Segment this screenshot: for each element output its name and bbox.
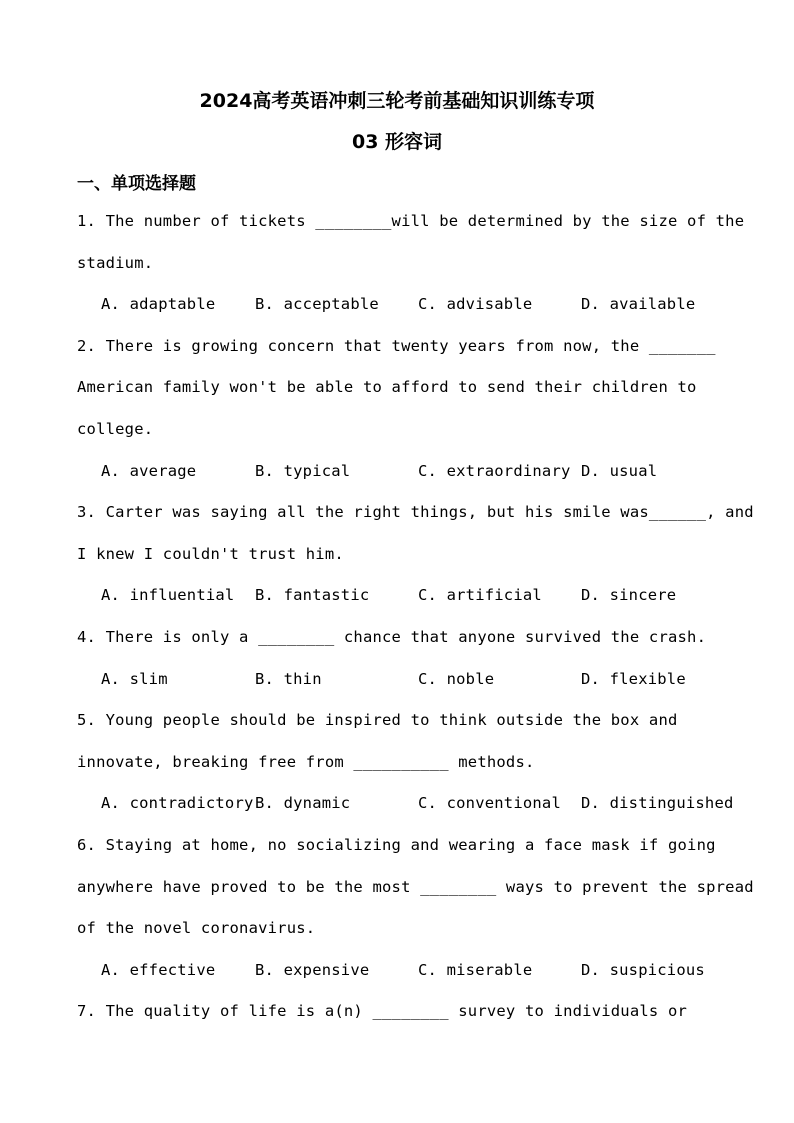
question-6-line-2: anywhere have proved to be the most ________ ways to prevent the spread <box>77 878 754 896</box>
option-d: D. usual <box>581 462 658 480</box>
question-1-options <box>101 295 761 315</box>
question-1-line-1: 1. The number of tickets ________will be determined by the size of the <box>77 212 745 230</box>
option-a: A. slim <box>101 670 168 688</box>
page-title: 2024高考英语冲刺三轮考前基础知识训练专项 <box>199 90 595 112</box>
option-c: C. extraordinary <box>418 462 571 480</box>
option-b: B. acceptable <box>255 295 379 313</box>
section-heading: 一、单项选择题 <box>77 174 196 194</box>
question-6-options <box>101 961 761 981</box>
option-c: C. artificial <box>418 586 542 604</box>
option-a: A. adaptable <box>101 295 216 313</box>
question-6-line-1: 6. Staying at home, no socializing and wearing a face mask if going <box>77 836 716 854</box>
option-c: C. advisable <box>418 295 533 313</box>
question-5-line-1: 5. Young people should be inspired to think outside the box and <box>77 711 678 729</box>
option-b: B. fantastic <box>255 586 370 604</box>
question-2-options <box>101 462 761 482</box>
option-a: A. effective <box>101 961 216 979</box>
option-b: B. typical <box>255 462 351 480</box>
question-2-line-3: college. <box>77 420 154 438</box>
option-b: B. dynamic <box>255 794 351 812</box>
question-1-line-2: stadium. <box>77 254 154 272</box>
question-6-line-3: of the novel coronavirus. <box>77 919 316 937</box>
question-3-line-1: 3. Carter was saying all the right things, but his smile was______, and <box>77 503 754 521</box>
option-d: D. suspicious <box>581 961 705 979</box>
option-b: B. expensive <box>255 961 370 979</box>
question-2-line-2: American family won't be able to afford to send their children to <box>77 378 697 396</box>
option-a: A. average <box>101 462 197 480</box>
option-c: C. noble <box>418 670 495 688</box>
question-5-options <box>101 794 761 814</box>
option-c: C. miserable <box>418 961 533 979</box>
question-4-line-1: 4. There is only a ________ chance that anyone survived the crash. <box>77 628 707 646</box>
question-2-line-1: 2. There is growing concern that twenty years from now, the _______ <box>77 337 716 355</box>
option-a: A. influential <box>101 586 235 604</box>
option-d: D. flexible <box>581 670 686 688</box>
page-subtitle: 03 形容词 <box>351 131 443 153</box>
question-4-options <box>101 670 761 690</box>
option-a: A. contradictory <box>101 794 254 812</box>
option-c: C. conventional <box>418 794 561 812</box>
question-5-line-2: innovate, breaking free from __________ methods. <box>77 753 535 771</box>
option-d: D. sincere <box>581 586 677 604</box>
question-7-line-1: 7. The quality of life is a(n) ________ survey to individuals or <box>77 1002 688 1020</box>
option-d: D. available <box>581 295 696 313</box>
option-d: D. distinguished <box>581 794 734 812</box>
question-3-line-2: I knew I couldn't trust him. <box>77 545 344 563</box>
option-b: B. thin <box>255 670 322 688</box>
question-3-options <box>101 586 761 606</box>
